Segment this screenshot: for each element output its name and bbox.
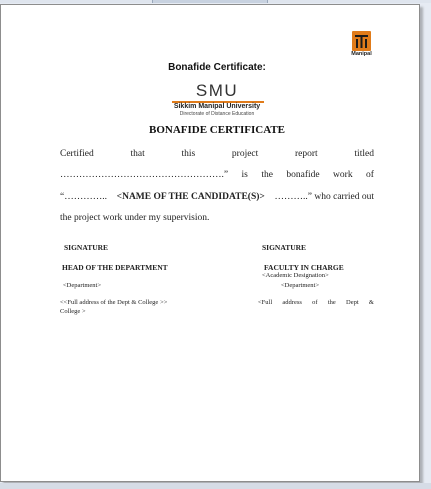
body-word: of: [366, 170, 374, 181]
right-department-placeholder: <Department>: [281, 282, 320, 289]
body-word: this: [181, 149, 196, 159]
right-signature-label: SIGNATURE: [262, 243, 307, 252]
body-line-1: [60, 144, 374, 165]
faculty-in-charge-label: FACULTY IN CHARGE: [264, 263, 344, 272]
body-word: …………………………………………….”: [60, 170, 229, 181]
certificate-title: BONAFIDE CERTIFICATE: [148, 124, 285, 136]
body-word: that: [130, 149, 145, 159]
body-line-2: [60, 165, 374, 186]
address-word: &: [368, 299, 374, 306]
right-address-placeholder: [258, 299, 374, 306]
body-line-3-start: “…………..: [60, 191, 107, 202]
address-word: of: [312, 299, 318, 306]
manipal-logo: [352, 31, 371, 60]
manipal-emblem-icon: [352, 31, 371, 51]
head-of-department-label: HEAD OF THE DEPARTMENT: [62, 263, 168, 272]
address-word: <Full: [258, 299, 273, 306]
left-signature-label: SIGNATURE: [64, 243, 109, 252]
smu-logo-letters: SMU: [195, 81, 239, 100]
smu-directorate: Directorate of Distance Education: [179, 111, 255, 117]
body-word: work: [333, 170, 353, 181]
body-word: Certified: [60, 149, 94, 159]
body-line-4: the project work under my supervision.: [60, 212, 210, 223]
body-word: bonafide: [286, 170, 320, 181]
page-tab-handle[interactable]: [152, 0, 268, 3]
body-word: project: [231, 149, 259, 159]
body-line-3-end: ………..” who carried out: [274, 191, 374, 202]
body-word: is: [241, 170, 248, 181]
body-word: report: [295, 149, 318, 159]
manipal-logo-icon: [352, 31, 371, 51]
left-address-continuation: College >: [60, 308, 86, 315]
address-word: address: [282, 299, 302, 306]
address-word: the: [327, 299, 336, 306]
smu-logo: [164, 81, 270, 118]
academic-designation-placeholder: <Academic Designation>: [262, 272, 329, 279]
document-page: [0, 4, 420, 482]
candidate-name-placeholder: <NAME OF THE CANDIDATE(S)>: [116, 191, 265, 202]
smu-university-name: Sikkim Manipal University: [173, 103, 261, 110]
left-address-placeholder: <<Full address of the Dept & College >>: [60, 299, 168, 306]
left-department-placeholder: <Department>: [63, 282, 102, 289]
bottom-scroll-area: [0, 483, 431, 489]
page-heading: Bonafide Certificate:: [168, 62, 266, 73]
address-word: Dept: [346, 299, 359, 306]
manipal-logo-text: Manipal: [351, 51, 372, 57]
body-word: titled: [354, 149, 374, 159]
body-word: the: [261, 170, 273, 181]
certificate-body: [60, 144, 374, 229]
body-line-3: [60, 187, 374, 208]
